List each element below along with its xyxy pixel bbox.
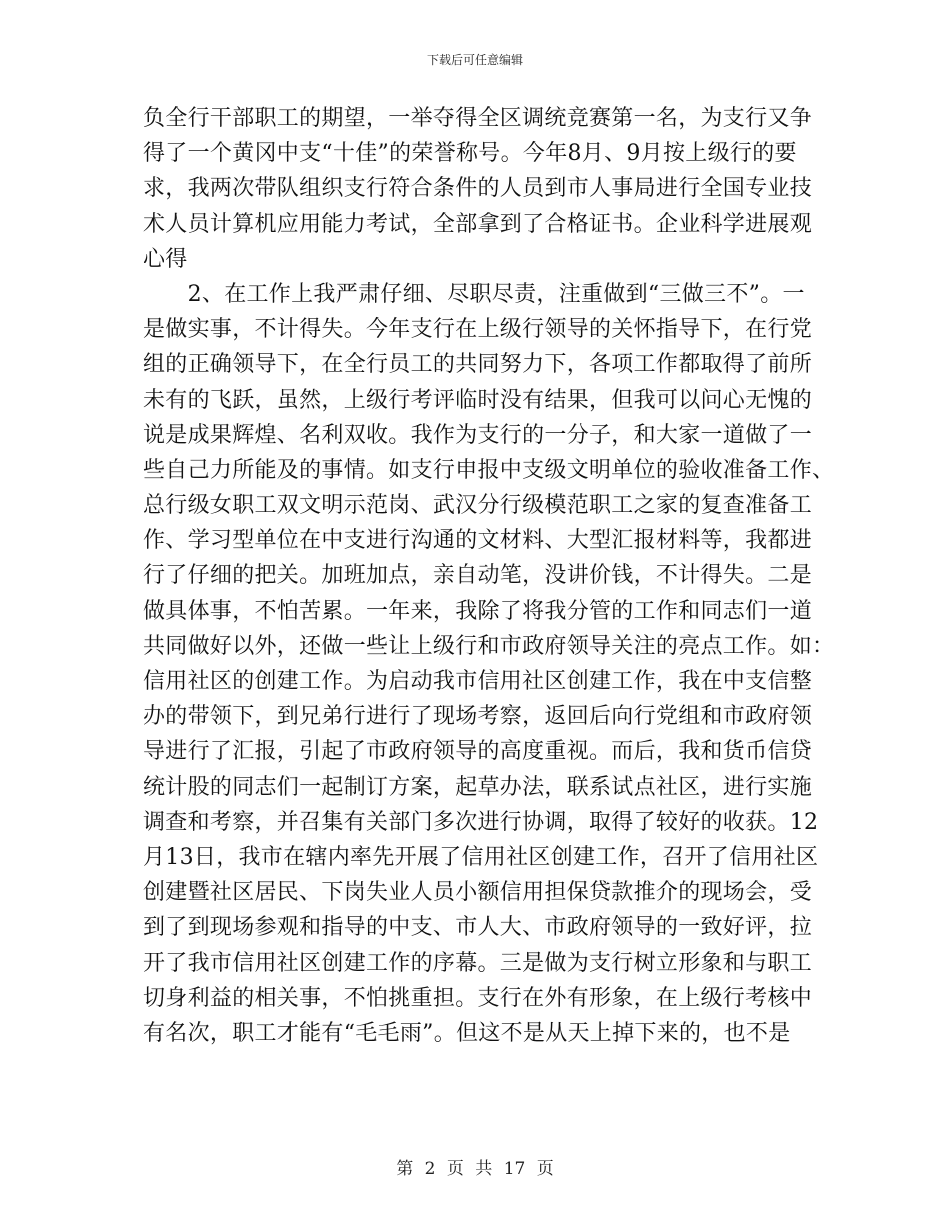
text-line: 调查和考察，并召集有关部门多次进行协调，取得了较好的收获。12 xyxy=(143,809,819,835)
text-line: 行了仔细的把关。加班加点，亲自动笔，没讲价钱，不计得失。二是 xyxy=(143,563,813,589)
text-line: 月13日，我市在辖内率先开展了信用社区创建工作，召开了信用社区 xyxy=(143,844,819,870)
document-body xyxy=(143,101,835,1051)
text-line: 心得 xyxy=(143,246,188,272)
text-line: 说是成果辉煌、名利双收。我作为支行的一分子，和大家一道做了一 xyxy=(143,422,813,448)
text-line: 创建暨社区居民、下岗失业人员小额信用担保贷款推介的现场会，受 xyxy=(143,880,813,906)
text-line: 统计股的同志们一起制订方案，起草办法，联系试点社区，进行实施 xyxy=(143,774,813,800)
text-line: 总行级女职工双文明示范岗、武汉分行级模范职工之家的复查准备工 xyxy=(143,493,813,519)
text-line: 些自己力所能及的事情。如支行申报中支级文明单位的验收准备工作、 xyxy=(143,457,835,483)
text-line: 2、在工作上我严肃仔细、尽职尽责，注重做到“三做三不”。一 xyxy=(143,281,805,307)
text-line: 共同做好以外，还做一些让上级行和市政府领导关注的亮点工作。如： xyxy=(143,633,835,659)
text-line: 组的正确领导下，在全行员工的共同努力下，各项工作都取得了前所 xyxy=(143,352,813,378)
text-line: 有名次，职工才能有“毛毛雨”。但这不是从天上掉下来的，也不是 xyxy=(143,1020,791,1046)
text-line: 办的带领下，到兄弟行进行了现场考察，返回后向行党组和市政府领 xyxy=(143,704,813,730)
text-line: 导进行了汇报，引起了市政府领导的高度重视。而后，我和货币信贷 xyxy=(143,739,813,765)
text-line: 未有的飞跃，虽然，上级行考评临时没有结果，但我可以问心无愧的 xyxy=(143,387,813,413)
text-line: 负全行干部职工的期望，一举夺得全区调统竞赛第一名，为支行又争 xyxy=(143,106,813,131)
text-line: 开了我市信用社区创建工作的序幕。三是做为支行树立形象和与职工 xyxy=(143,950,813,976)
text-line: 做具体事，不怕苦累。一年来，我除了将我分管的工作和同志们一道 xyxy=(143,598,813,624)
text-line: 信用社区的创建工作。为启动我市信用社区创建工作，我在中支信整 xyxy=(143,669,813,694)
text-line: 到了到现场参观和指导的中支、市人大、市政府领导的一致好评，拉 xyxy=(143,915,813,941)
text-line: 得了一个黄冈中支“十佳”的荣誉称号。今年8月、9月按上级行的要 xyxy=(143,141,797,167)
text-line: 切身利益的相关事，不怕挑重担。支行在外有形象，在上级行考核中 xyxy=(143,985,813,1011)
text-line: 是做实事，不计得失。今年支行在上级行领导的关怀指导下，在行党 xyxy=(143,317,813,343)
text-line: 求，我两次带队组织支行符合条件的人员到市人事局进行全国专业技 xyxy=(143,176,813,202)
page-footer: 第 2 页 共 17 页 xyxy=(396,1159,554,1179)
text-line: 作、学习型单位在中支进行沟通的文材料、大型汇报材料等，我都进 xyxy=(143,528,813,554)
page-header: 下载后可任意编辑 xyxy=(426,53,523,67)
text-line: 术人员计算机应用能力考试，全部拿到了合格证书。企业科学进展观 xyxy=(143,211,813,237)
